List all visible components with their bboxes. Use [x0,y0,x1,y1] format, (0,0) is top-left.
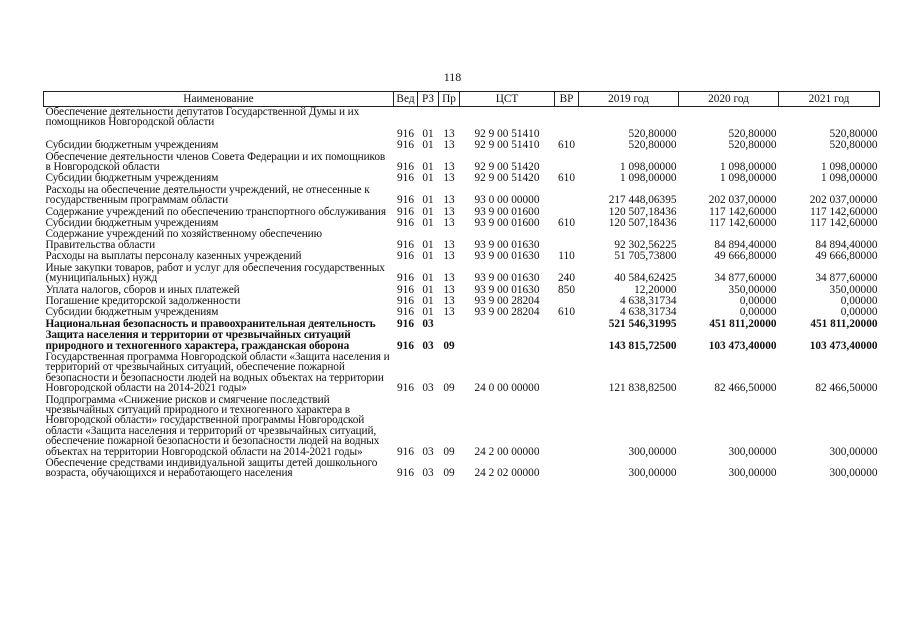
row-rz: 03 [422,467,434,480]
row-vr: 610 [558,139,575,152]
table-row [44,352,880,395]
row-value-2019: 521 546,31995 [608,317,677,330]
row-cst: 93 9 00 01630 [474,238,540,251]
row-cst: 24 0 00 00000 [474,382,540,395]
header-cst: ЦСТ [460,92,555,107]
row-ved: 916 [397,272,414,285]
row-value-2021: 34 877,60000 [815,272,878,285]
row-value-2020: 84 894,40000 [714,238,777,251]
row-value-2020: 1 098,00000 [720,161,777,174]
row-name: Содержание учреждений по обеспечению транспортного обслуживания [45,205,386,218]
row-ved: 916 [397,139,414,152]
row-vr [555,152,579,174]
row-rz: 01 [422,217,434,230]
row-value-2019: 300,00000 [628,445,677,458]
row-ved: 916 [397,194,414,207]
row-value-2020: 1 098,00000 [720,172,777,185]
row-pr: 13 [443,194,455,207]
row-cst: 93 9 00 28204 [474,294,540,307]
row-ved [394,107,418,129]
row-pr: 13 [443,238,455,251]
table-row [44,307,880,318]
row-pr: 09 [443,339,455,352]
header-pr: Пр [439,92,460,107]
row-ved: 916 [397,317,414,330]
row-rz: 03 [422,382,434,395]
row-rz: 03 [422,445,434,458]
row-value-2019: 1 098,00000 [620,161,677,174]
header-ved: Вед [394,92,418,107]
row-rz: 01 [422,161,434,174]
row-value-2020: 520,80000 [728,127,777,140]
row-value-2020: 103 473,40000 [708,339,777,352]
row-name: Обеспечение деятельности депутатов Государственной Думы и их помощников Новгородской области [45,106,360,129]
row-value-2020: 520,80000 [728,139,777,152]
row-pr: 13 [443,294,455,307]
row-name: Государственная программа Новгородской области «Защита населения и территорий от чрезвычайных ситуаций, обеспечение пожарной безопасности и безопасности людей на водных объектах на территории Новгородской области на 2014-2021 годы» [45,350,390,395]
header-rz: РЗ [418,92,439,107]
row-pr [439,319,460,330]
row-value-2020: 451 811,20000 [709,317,777,330]
row-value-2021: 520,80000 [829,127,878,140]
row-vr [555,185,579,207]
row-cst: 92 9 00 51410 [474,127,540,140]
row-ved: 916 [397,382,414,395]
row-value-2021: 0,00000 [840,294,878,307]
row-cst: 93 9 00 01630 [474,272,540,285]
row-rz: 01 [422,272,434,285]
header-2020: 2020 год [679,92,779,107]
row-value-2020: 202 037,00000 [708,194,777,207]
header-2021: 2021 год [779,92,880,107]
row-rz: 01 [422,139,434,152]
row-name: Обеспечение деятельности членов Совета Федерации и их помощников в Новгородской области [45,150,386,174]
header-name: Наименование [44,92,394,107]
row-ved: 916 [397,217,414,230]
row-value-2021: 300,00000 [829,445,878,458]
row-vr [555,107,579,129]
row-cst: 92 9 00 51420 [474,161,540,174]
row-value-2019: 51 705,73800 [614,250,677,263]
row-vr [555,458,579,480]
row-ved: 916 [397,250,414,263]
row-cst: 92 9 00 51410 [474,139,540,152]
row-name: Субсидии бюджетным учреждениям [45,217,219,230]
row-rz: 01 [422,294,434,307]
row-name: Национальная безопасность и правоохранительная деятельность [45,317,376,330]
row-pr: 13 [443,272,455,285]
row-value-2019: 120 507,18436 [608,205,677,218]
row-ved: 916 [397,339,414,352]
row-name: Защита населения и территории от чрезвычайных ситуаций природного и техногенного характера, гражданская оборона [45,329,351,352]
row-value-2020: 0,00000 [739,294,777,307]
table-row [44,140,880,151]
row-cst [460,107,555,129]
row-rz: 01 [422,127,434,140]
row-cst [460,319,555,330]
row-value-2019: 40 584,62425 [614,272,677,285]
row-value-2021: 82 466,50000 [815,382,878,395]
table-row [44,263,880,285]
row-value-2021: 1 098,00000 [821,161,878,174]
row-value-2021 [779,107,880,129]
row-pr: 13 [443,283,455,296]
row-pr: 13 [443,250,455,263]
row-ved: 916 [397,445,414,458]
row-vr [555,319,579,330]
row-rz: 01 [422,205,434,218]
row-value-2019: 121 838,82500 [608,382,677,395]
row-cst: 93 0 00 00000 [474,194,540,207]
row-name: Подпрограмма «Снижение рисков и смягчение последствий чрезвычайных ситуаций природного и техногенного характера в Новгородской области» государственной программы Новгородской области «Защита населения и территорий от чрезвычайных ситуаций, обеспечение пожарной безопасности и безопасности людей на водных объектах на территории Новгородской области на 2014-2021 годы» [45,393,380,458]
row-pr: 13 [443,205,455,218]
row-value-2019: 12,20000 [634,283,677,296]
row-vr [555,352,579,395]
row-pr: 09 [443,382,455,395]
row-value-2021: 84 894,40000 [815,238,878,251]
row-rz: 03 [422,339,434,352]
row-rz: 01 [422,306,434,319]
row-vr [555,330,579,352]
row-value-2019: 120 507,18436 [608,217,677,230]
row-ved: 916 [397,127,414,140]
row-name: Расходы на выплаты персоналу казенных учреждений [45,250,302,263]
row-value-2019: 143 815,72500 [608,339,677,352]
row-value-2020 [679,107,779,129]
row-value-2021: 117 142,60000 [810,205,878,218]
page-number: 118 [443,70,462,84]
row-value-2021: 350,00000 [829,283,878,296]
budget-table [43,91,880,480]
row-pr: 09 [443,467,455,480]
row-name: Содержание учреждений по хозяйственному обеспечению Правительства области [45,228,322,251]
row-value-2020: 300,00000 [728,467,777,480]
row-value-2019: 520,80000 [628,127,677,140]
row-name: Субсидии бюджетным учреждениям [45,139,219,152]
row-value-2019: 300,00000 [628,467,677,480]
row-value-2021: 300,00000 [829,467,878,480]
row-name: Субсидии бюджетным учреждениям [45,172,219,185]
row-cst: 92 9 00 51420 [474,172,540,185]
row-cst: 93 9 00 28204 [474,306,540,319]
row-value-2021: 520,80000 [829,139,878,152]
row-ved: 916 [397,161,414,174]
header-2019: 2019 год [579,92,679,107]
header-vr: ВР [555,92,579,107]
row-vr: 610 [558,172,575,185]
row-name: Обеспечение средствами индивидуальной защиты детей дошкольного возраста, обучающихся и неработающего населения [45,457,378,480]
row-pr: 13 [443,306,455,319]
table-row [44,229,880,251]
row-rz: 01 [422,250,434,263]
row-value-2021: 0,00000 [840,306,878,319]
row-name: Иные закупки товаров, работ и услуг для обеспечения государственных (муниципальных) нужд [45,261,385,285]
row-value-2020: 49 666,80000 [714,250,777,263]
row-cst [460,330,555,352]
row-pr: 13 [443,217,455,230]
row-rz: 01 [422,238,434,251]
row-value-2021: 103 473,40000 [809,339,878,352]
row-pr: 13 [443,161,455,174]
table-row [44,458,880,480]
row-ved: 916 [397,172,414,185]
row-pr: 13 [443,172,455,185]
row-pr: 13 [443,139,455,152]
row-cst: 93 9 00 01630 [474,283,540,296]
table-row [44,330,880,352]
row-value-2019: 4 638,31734 [620,306,677,319]
row-vr: 610 [558,306,575,319]
row-vr: 610 [558,217,575,230]
table-row [44,185,880,207]
row-value-2019: 520,80000 [628,139,677,152]
row-rz: 01 [422,194,434,207]
row-cst: 93 9 00 01600 [474,217,540,230]
row-value-2020: 34 877,60000 [714,272,777,285]
row-name: Погашение кредиторской задолженности [45,294,241,307]
row-value-2020: 0,00000 [739,306,777,319]
table-row [44,152,880,174]
row-value-2021: 49 666,80000 [815,250,878,263]
row-value-2020: 117 142,60000 [709,217,777,230]
row-ved: 916 [397,238,414,251]
row-rz: 03 [422,317,434,330]
row-cst: 93 9 00 01600 [474,205,540,218]
row-vr: 110 [558,250,575,263]
table-body [44,107,880,480]
row-ved: 916 [397,467,414,480]
table-row [44,395,880,458]
row-rz: 01 [422,283,434,296]
row-vr: 850 [558,283,575,296]
row-cst: 24 2 00 00000 [474,445,540,458]
row-vr [555,229,579,251]
table-header-row [44,92,880,107]
table-row [44,251,880,262]
table-row [44,107,880,129]
row-value-2020: 300,00000 [728,445,777,458]
row-value-2019: 217 448,06395 [608,194,677,207]
row-pr: 09 [443,445,455,458]
row-ved: 916 [397,306,414,319]
row-vr [555,395,579,458]
row-ved: 916 [397,283,414,296]
row-value-2020: 82 466,50000 [714,382,777,395]
row-name: Уплата налогов, сборов и иных платежей [45,283,240,296]
row-value-2021: 202 037,00000 [809,194,878,207]
row-value-2019: 4 638,31734 [620,294,677,307]
row-vr: 240 [558,272,575,285]
row-value-2021: 1 098,00000 [821,172,878,185]
row-rz [418,107,439,129]
row-pr [439,107,460,129]
row-value-2019: 1 098,00000 [620,172,677,185]
row-value-2021: 117 142,60000 [810,217,878,230]
row-value-2020: 350,00000 [728,283,777,296]
row-pr: 13 [443,127,455,140]
row-cst: 93 9 00 01630 [474,250,540,263]
row-name: Субсидии бюджетным учреждениям [45,306,219,319]
row-cst: 24 2 02 00000 [474,467,540,480]
row-value-2019: 92 302,56225 [614,238,677,251]
row-rz: 01 [422,172,434,185]
row-value-2019 [579,107,679,129]
row-ved: 916 [397,205,414,218]
row-value-2021: 451 811,20000 [810,317,878,330]
row-name: Расходы на обеспечение деятельности учреждений, не отнесенные к государственным программам области [45,183,370,207]
row-value-2020: 117 142,60000 [709,205,777,218]
row-ved: 916 [397,294,414,307]
